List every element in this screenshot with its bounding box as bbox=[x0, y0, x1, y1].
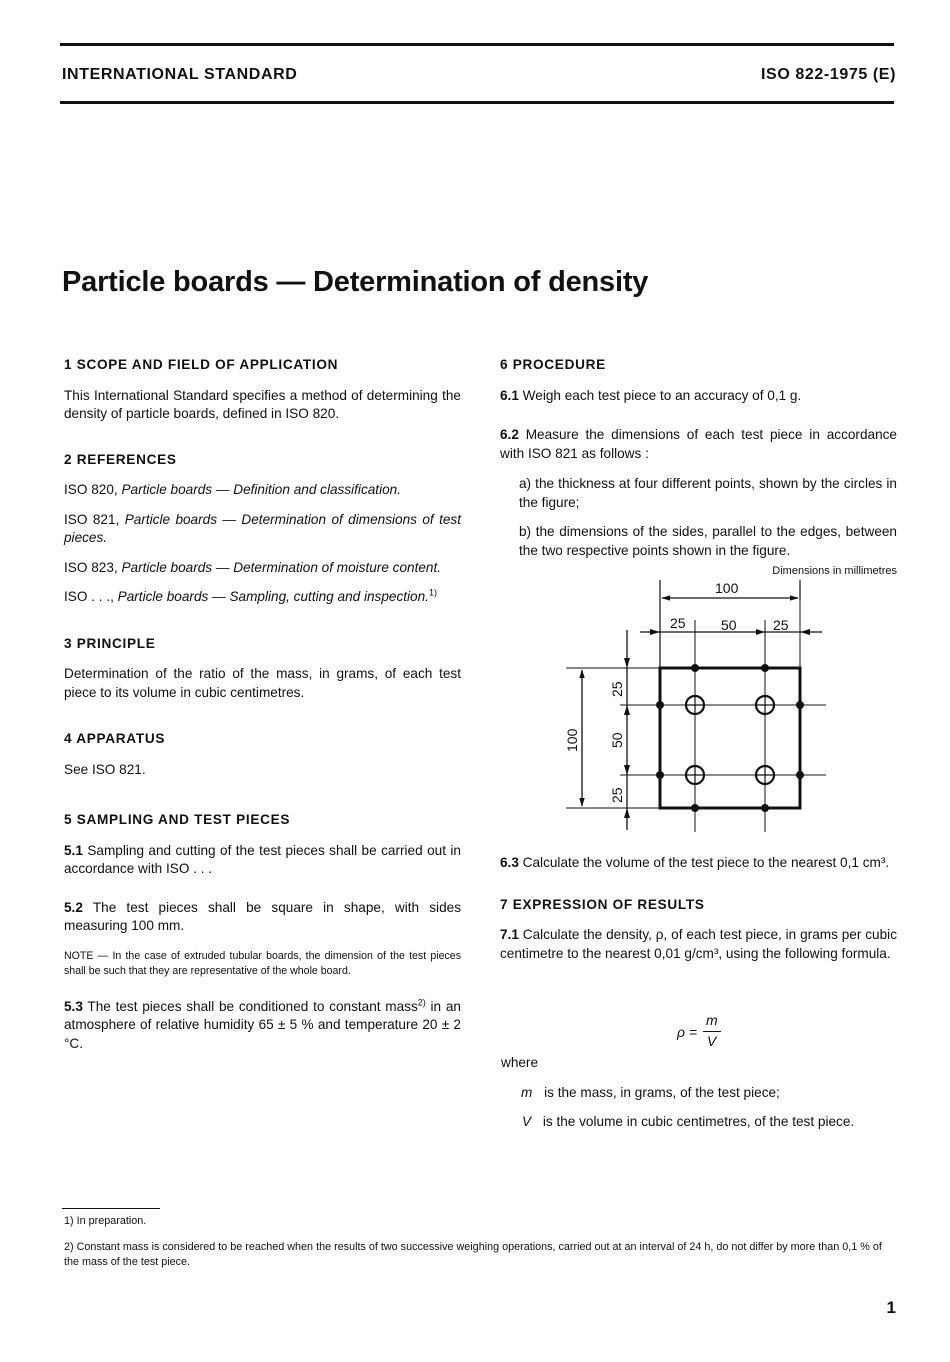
section-4-heading: 4 APPARATUS bbox=[64, 731, 166, 746]
section-6-3-number: 6.3 bbox=[500, 855, 519, 870]
label-top-a: 25 bbox=[670, 615, 686, 631]
arrow-top-3 bbox=[756, 629, 765, 635]
section-5-3-number: 5.3 bbox=[64, 998, 83, 1014]
label-left-a: 25 bbox=[609, 681, 625, 697]
reference-1-title: Particle boards — Definition and classification. bbox=[121, 482, 401, 497]
section-2-heading: 2 REFERENCES bbox=[64, 451, 177, 467]
section-1-text: This International Standard specifies a method of determining the density of particle boards, defined in ISO 820. bbox=[64, 387, 461, 421]
definition-m bbox=[521, 1085, 780, 1100]
test-piece-outline bbox=[660, 668, 800, 808]
section-5-heading: 5 SAMPLING AND TEST PIECES bbox=[64, 812, 291, 827]
section-3-heading: 3 PRINCIPLE bbox=[64, 635, 156, 651]
label-left-b: 50 bbox=[609, 732, 625, 748]
reference-2 bbox=[64, 511, 461, 548]
formula-denominator: V bbox=[707, 1033, 717, 1049]
definition-m-symbol: m bbox=[521, 1085, 533, 1100]
definition-v-symbol: V bbox=[522, 1114, 532, 1129]
reference-1-number: ISO 820, bbox=[64, 482, 122, 497]
arrow-top-1 bbox=[650, 629, 660, 635]
list-item-b: b) the dimensions of the sides, parallel to the edges, between the two respective points shown in the figure. bbox=[519, 524, 897, 558]
formula-numerator: m bbox=[706, 1012, 718, 1028]
arrow-left-2 bbox=[624, 705, 630, 715]
section-1-heading: 1 SCOPE AND FIELD OF APPLICATION bbox=[64, 357, 339, 372]
edge-point bbox=[656, 771, 664, 779]
edge-point bbox=[796, 771, 804, 779]
edge-point bbox=[796, 701, 804, 709]
figure-caption: Dimensions in millimetres bbox=[772, 565, 897, 577]
section-5-3-text-b: in an atmosphere of relative humidity 65 ± 5 % and temperature 20 ± 2 °C. bbox=[64, 998, 461, 1051]
reference-4-title: Particle boards — Sampling, cutting and inspection. bbox=[117, 589, 429, 604]
definition-v bbox=[522, 1114, 854, 1129]
arrow-left-3 bbox=[624, 765, 630, 775]
section-6-2-number: 6.2 bbox=[500, 427, 519, 442]
definition-m-text: is the mass, in grams, of the test piece; bbox=[544, 1085, 780, 1100]
section-6-3 bbox=[500, 854, 897, 873]
label-left-overall: 100 bbox=[564, 728, 580, 752]
section-7-1-text: Calculate the density, ρ, of each test piece, in grams per cubic centimetre to the nearest 0,01 g/cm³, using the following formula. bbox=[500, 927, 897, 961]
density-formula bbox=[677, 1012, 737, 1052]
label-left-c: 25 bbox=[609, 787, 625, 803]
section-5-2 bbox=[64, 899, 461, 936]
measurement-figure bbox=[560, 575, 840, 840]
right-column-bottom bbox=[500, 854, 897, 963]
section-6-1 bbox=[500, 387, 897, 406]
page-number: 1 bbox=[886, 1298, 896, 1317]
section-6-3-text: Calculate the volume of the test piece to the nearest 0,1 cm³. bbox=[518, 855, 890, 870]
section-6-1-number: 6.1 bbox=[500, 387, 519, 403]
page-title: Particle boards — Determination of density bbox=[62, 266, 649, 298]
edge-point bbox=[691, 664, 699, 672]
section-7-heading: 7 EXPRESSION OF RESULTS bbox=[500, 896, 705, 912]
reference-4-number: ISO . . ., bbox=[64, 589, 118, 604]
section-7-1 bbox=[500, 926, 897, 963]
reference-3-title: Particle boards — Determination of moisture content. bbox=[121, 559, 442, 575]
left-column bbox=[64, 356, 461, 1053]
edge-point bbox=[691, 804, 699, 812]
where-label: where bbox=[501, 1055, 539, 1070]
footnote-ref-1: 1) bbox=[428, 587, 437, 598]
arrow-left-1 bbox=[624, 658, 630, 668]
definition-v-text: is the volume in cubic centimetres, of the test piece. bbox=[542, 1114, 855, 1129]
top-rule bbox=[60, 43, 894, 46]
right-column-top bbox=[500, 356, 897, 560]
section-5-3 bbox=[64, 998, 461, 1054]
footnote-2: 2) Constant mass is considered to be reached when the results of two successive weighing operations, carried out at an interval of 24 h, do not differ by more than 0,1 % of the mass of the test piece. bbox=[64, 1241, 882, 1268]
reference-2-number: ISO 821, bbox=[64, 511, 125, 527]
label-top-c: 25 bbox=[773, 617, 789, 633]
edge-point bbox=[656, 701, 664, 709]
footnote-1: 1) In preparation. bbox=[64, 1215, 147, 1227]
arrow-top-2 bbox=[800, 629, 810, 635]
section-6-2-text: Measure the dimensions of each test piece in accordance with ISO 821 as follows : bbox=[500, 427, 897, 461]
section-5-3-text-a: The test pieces shall be conditioned to constant mass bbox=[82, 998, 418, 1014]
note: NOTE — In the case of extruded tubular boards, the dimension of the test pieces shall be such that they are representative of the whole board. bbox=[64, 949, 461, 977]
edge-point bbox=[761, 664, 769, 672]
reference-3-number: ISO 823, bbox=[64, 559, 122, 575]
header-rule bbox=[60, 101, 894, 104]
section-6-1-text: Weigh each test piece to an accuracy of 0,1 g. bbox=[518, 387, 802, 403]
section-5-2-text: The test pieces shall be square in shape, with sides measuring 100 mm. bbox=[64, 899, 461, 933]
header-right: ISO 822-1975 (E) bbox=[761, 66, 896, 83]
reference-1 bbox=[64, 481, 461, 500]
edge-point bbox=[761, 804, 769, 812]
section-4-text: See ISO 821. bbox=[64, 761, 146, 777]
list-item-a: a) the thickness at four different points, shown by the circles in the figure; bbox=[519, 476, 897, 510]
section-5-1-number: 5.1 bbox=[64, 842, 83, 858]
section-5-2-number: 5.2 bbox=[64, 899, 83, 915]
footnote-ref-2: 2) bbox=[417, 996, 426, 1007]
label-top-overall: 100 bbox=[715, 580, 739, 596]
arrow-left-4 bbox=[624, 808, 630, 818]
reference-4 bbox=[64, 588, 461, 607]
section-5-1-text: Sampling and cutting of the test pieces shall be carried out in accordance with ISO . . . bbox=[64, 842, 461, 876]
section-7-1-number: 7.1 bbox=[500, 927, 519, 942]
footnote-rule bbox=[62, 1208, 160, 1209]
section-3-text: Determination of the ratio of the mass, in grams, of each test piece to its volume in cubic centimetres. bbox=[64, 666, 461, 700]
formula-lhs: ρ = bbox=[677, 1024, 698, 1040]
section-5-1 bbox=[64, 842, 461, 879]
header-left: INTERNATIONAL STANDARD bbox=[62, 66, 298, 83]
label-top-b: 50 bbox=[721, 617, 737, 633]
reference-3 bbox=[64, 559, 461, 578]
section-6-2 bbox=[500, 426, 897, 463]
formula-fraction-bar bbox=[703, 1031, 721, 1032]
reference-2-title: Particle boards — Determination of dimensions of test pieces. bbox=[64, 511, 462, 545]
section-6-heading: 6 PROCEDURE bbox=[500, 357, 606, 372]
